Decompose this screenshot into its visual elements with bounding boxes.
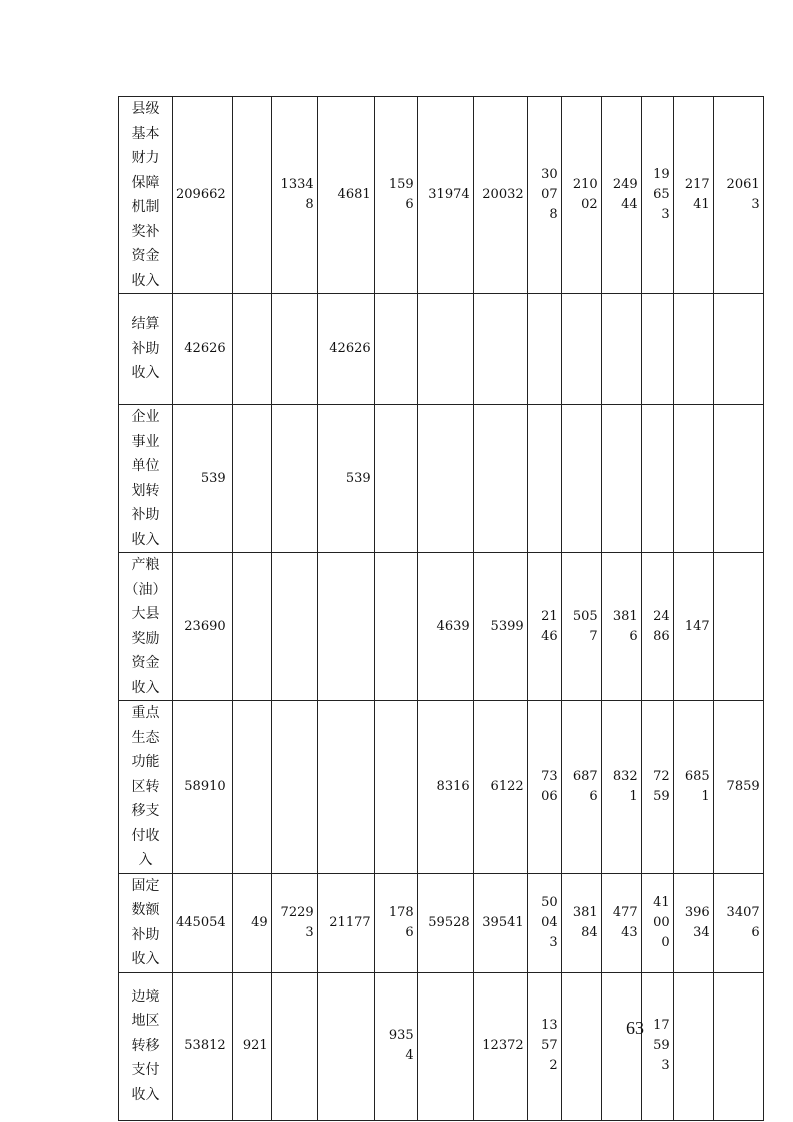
value-cell [673, 294, 713, 405]
value-cell: 249 44 [601, 97, 641, 294]
value-cell: 217 41 [673, 97, 713, 294]
value-cell [271, 972, 317, 1120]
value-cell [232, 294, 271, 405]
row-label: 县级 基本 财力 保障 机制 奖补 资金 收入 [119, 97, 173, 294]
value-cell: 12372 [473, 972, 527, 1120]
table-body [119, 97, 764, 1121]
value-cell: 685 1 [673, 701, 713, 874]
value-cell: 3407 6 [713, 873, 763, 972]
value-cell: 72 59 [641, 701, 673, 874]
value-cell: 178 6 [374, 873, 417, 972]
value-cell: 42626 [317, 294, 374, 405]
value-cell: 39541 [473, 873, 527, 972]
value-cell [561, 405, 601, 553]
value-cell: 21 46 [527, 553, 561, 701]
value-cell [271, 553, 317, 701]
table-row [119, 405, 764, 553]
value-cell: 8316 [417, 701, 473, 874]
total-cell: 23690 [173, 553, 233, 701]
value-cell: 19 65 3 [641, 97, 673, 294]
value-cell [473, 405, 527, 553]
value-cell: 1334 8 [271, 97, 317, 294]
value-cell [417, 405, 473, 553]
total-cell: 539 [173, 405, 233, 553]
row-label: 企业 事业 单位 划转 补助 收入 [119, 405, 173, 553]
value-cell: 505 7 [561, 553, 601, 701]
value-cell [561, 294, 601, 405]
value-cell [232, 553, 271, 701]
value-cell [317, 701, 374, 874]
value-cell: 381 84 [561, 873, 601, 972]
value-cell: 159 6 [374, 97, 417, 294]
value-cell: 13 57 2 [527, 972, 561, 1120]
value-cell [601, 294, 641, 405]
table-row [119, 97, 764, 294]
value-cell [374, 405, 417, 553]
value-cell [673, 972, 713, 1120]
value-cell [317, 553, 374, 701]
value-cell [601, 972, 641, 1120]
row-label: 固定 数额 补助 收入 [119, 873, 173, 972]
value-cell: 921 [232, 972, 271, 1120]
value-cell: 21177 [317, 873, 374, 972]
value-cell: 687 6 [561, 701, 601, 874]
total-cell: 445054 [173, 873, 233, 972]
value-cell [641, 294, 673, 405]
value-cell [527, 294, 561, 405]
table-row [119, 294, 764, 405]
value-cell [713, 294, 763, 405]
value-cell [374, 553, 417, 701]
value-cell [601, 405, 641, 553]
value-cell: 2061 3 [713, 97, 763, 294]
value-cell [417, 972, 473, 1120]
value-cell: 50 04 3 [527, 873, 561, 972]
value-cell: 832 1 [601, 701, 641, 874]
table-row [119, 873, 764, 972]
table-row [119, 553, 764, 701]
value-cell: 17 59 3 [641, 972, 673, 1120]
value-cell [232, 97, 271, 294]
table-row [119, 701, 764, 874]
value-cell [713, 405, 763, 553]
value-cell [271, 701, 317, 874]
value-cell: 31974 [417, 97, 473, 294]
value-cell [673, 405, 713, 553]
value-cell: 20032 [473, 97, 527, 294]
value-cell: 477 43 [601, 873, 641, 972]
value-cell: 30 07 8 [527, 97, 561, 294]
value-cell [713, 972, 763, 1120]
row-label: 产粮 （油） 大县 奖励 资金 收入 [119, 553, 173, 701]
value-cell [527, 405, 561, 553]
value-cell [473, 294, 527, 405]
value-cell: 396 34 [673, 873, 713, 972]
value-cell: 5399 [473, 553, 527, 701]
value-cell: 935 4 [374, 972, 417, 1120]
page-number: 63 [626, 1018, 644, 1038]
value-cell [561, 972, 601, 1120]
value-cell: 24 86 [641, 553, 673, 701]
row-label: 结算 补助 收入 [119, 294, 173, 405]
value-cell [641, 405, 673, 553]
value-cell: 210 02 [561, 97, 601, 294]
value-cell: 381 6 [601, 553, 641, 701]
value-cell [271, 294, 317, 405]
total-cell: 42626 [173, 294, 233, 405]
value-cell [232, 701, 271, 874]
value-cell: 73 06 [527, 701, 561, 874]
value-cell: 41 00 0 [641, 873, 673, 972]
total-cell: 58910 [173, 701, 233, 874]
fiscal-table [118, 96, 764, 1121]
table-row [119, 972, 764, 1120]
row-label: 边境 地区 转移 支付 收入 [119, 972, 173, 1120]
row-label: 重点 生态 功能 区转 移支 付收 入 [119, 701, 173, 874]
value-cell: 59528 [417, 873, 473, 972]
value-cell [417, 294, 473, 405]
value-cell [232, 405, 271, 553]
value-cell: 4681 [317, 97, 374, 294]
value-cell [374, 294, 417, 405]
total-cell: 53812 [173, 972, 233, 1120]
value-cell: 7229 3 [271, 873, 317, 972]
total-cell: 209662 [173, 97, 233, 294]
value-cell: 49 [232, 873, 271, 972]
value-cell [713, 553, 763, 701]
value-cell: 4639 [417, 553, 473, 701]
value-cell: 147 [673, 553, 713, 701]
value-cell [271, 405, 317, 553]
value-cell [374, 701, 417, 874]
value-cell [317, 972, 374, 1120]
value-cell: 6122 [473, 701, 527, 874]
value-cell: 539 [317, 405, 374, 553]
value-cell: 7859 [713, 701, 763, 874]
